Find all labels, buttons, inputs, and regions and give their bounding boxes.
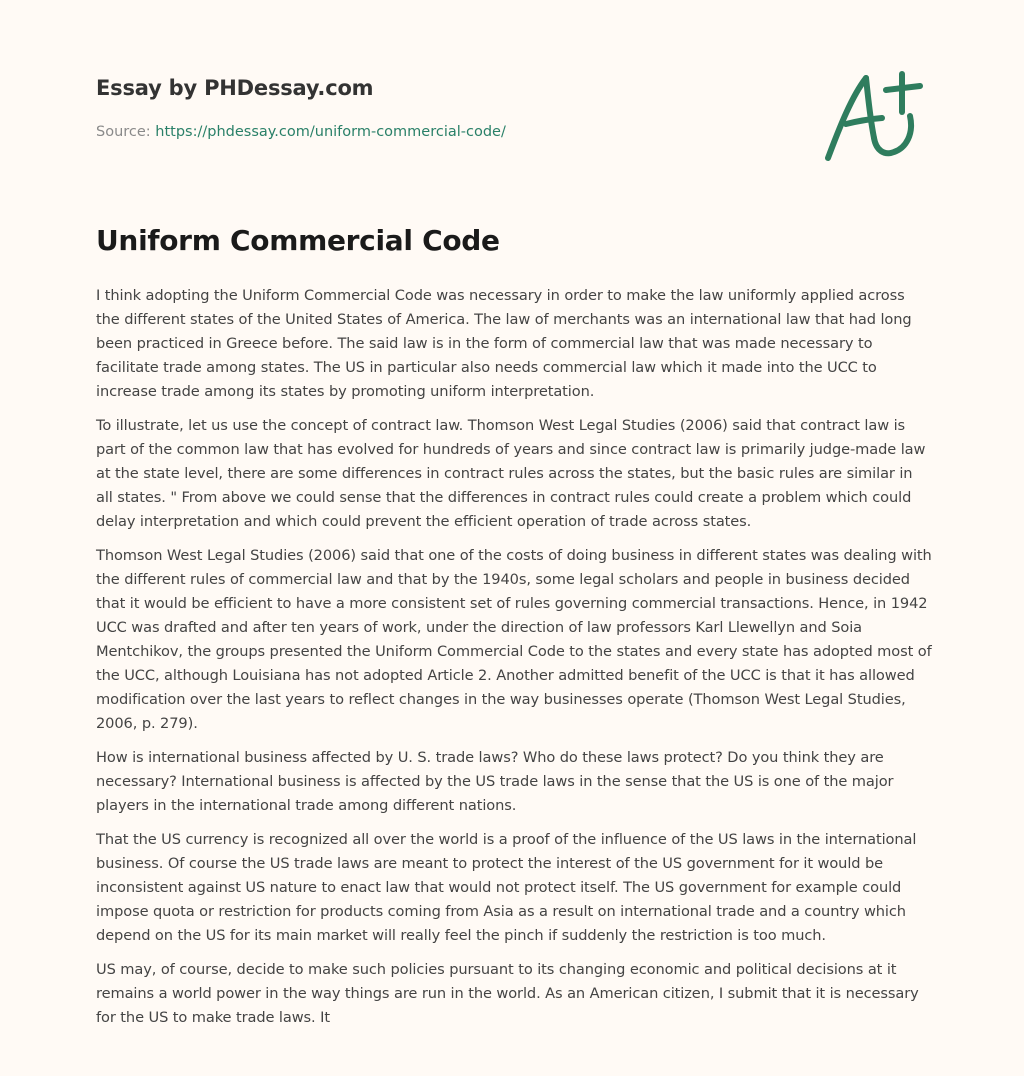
source-link[interactable]: https://phdessay.com/uniform-commercial-code/	[155, 124, 506, 140]
a-plus-grade-icon	[822, 66, 926, 166]
site-title: Essay by PHDessay.com	[96, 76, 374, 100]
paragraph: I think adopting the Uniform Commercial Code was necessary in order to make the law uniformly applied across the different states of the United States of America. The law of merchants was an international law that had long been practiced in Greece before. The said law is in the form of commercial law that was made necessary to facilitate trade among states. The US in particular also needs commercial law which it made into the UCC to increase trade among its states by promoting uniform interpretation.	[96, 287, 912, 400]
paragraph: To illustrate, let us use the concept of contract law. Thomson West Legal Studies (2006) said that contract law is part of the common law that has evolved for hundreds of years and since contract law is primarily judge-made law at the state level, there are some differences in contract rules across the states, but the basic rules are similar in all states. " From above we could sense that the differences in contract rules could create a problem which could delay interpretation and which could prevent the efficient operation of trade across states.	[96, 417, 926, 530]
source-line	[96, 124, 506, 140]
paragraph: Thomson West Legal Studies (2006) said that one of the costs of doing business in different states was dealing with the different rules of commercial law and that by the 1940s, some legal scholars and people in business decided that it would be efficient to have a more consistent set of rules governing commercial transactions. Hence, in 1942 UCC was drafted and after ten years of work, under the direction of law professors Karl Llewellyn and Soia Mentchikov, the groups presented the Uniform Commercial Code to the states and every state has adopted most of the UCC, although Louisiana has not adopted Article 2. Another admitted benefit of the UCC is that it has allowed modification over the last years to reflect changes in the way businesses operate (Thomson West Legal Studies, 2006, p. 279).	[96, 547, 932, 732]
paragraph: How is international business affected by U. S. trade laws? Who do these laws protect? Do you think they are necessary? International business is affected by the US trade laws in the sense that the US is one of the major players in the international trade among different nations.	[96, 749, 894, 814]
paragraph: That the US currency is recognized all over the world is a proof of the influence of the US laws in the international business. Of course the US trade laws are meant to protect the interest of the US government for it would be inconsistent against US nature to enact law that would not protect itself. The US government for example could impose quota or restriction for products coming from Asia as a result on international trade and a country which depend on the US for its main market will really feel the pinch if suddenly the restriction is too much.	[96, 831, 917, 944]
paragraph: US may, of course, decide to make such policies pursuant to its changing economic and political decisions at it remains a world power in the way things are run in the world. As an American citizen, I submit that it is necessary for the US to make trade laws. It	[96, 961, 919, 1026]
essay-title: Uniform Commercial Code	[96, 224, 500, 257]
source-label: Source:	[96, 124, 151, 140]
page-header	[96, 0, 936, 190]
essay-body	[96, 284, 932, 1040]
